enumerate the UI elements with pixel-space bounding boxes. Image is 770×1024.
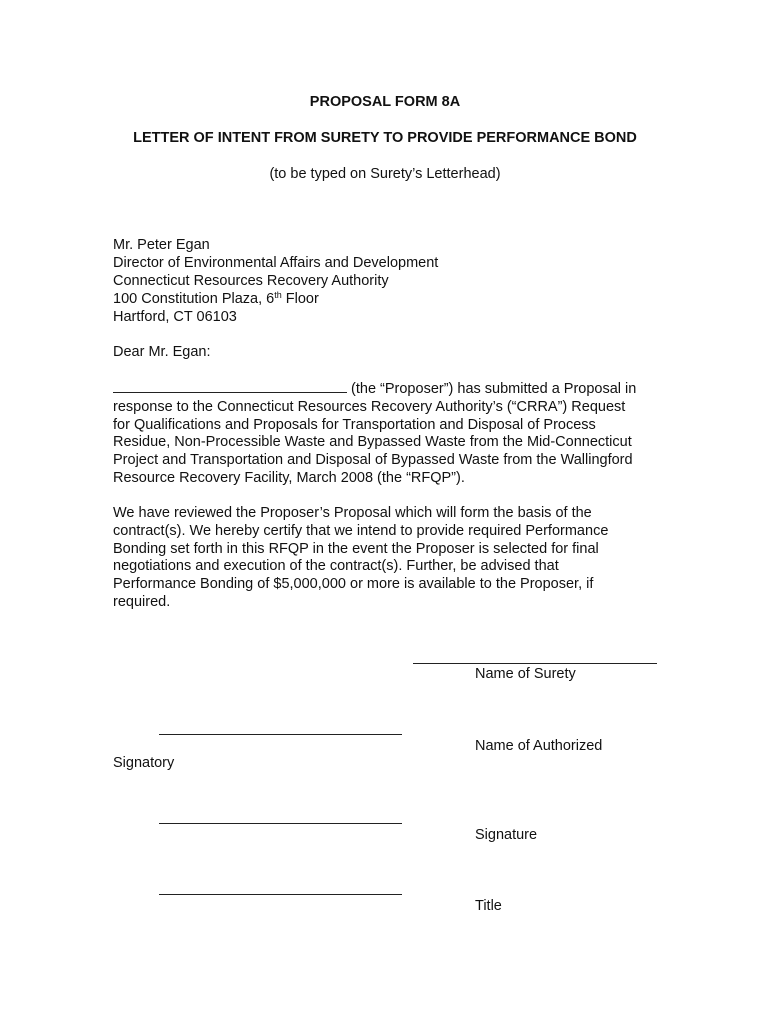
form-title: PROPOSAL FORM 8A — [309, 94, 461, 110]
title-label: Title — [475, 898, 502, 914]
name-of-surety-label: Name of Surety — [475, 666, 576, 682]
letterhead-note: (to be typed on Surety’s Letterhead) — [269, 166, 501, 182]
paragraph-2 — [113, 505, 608, 612]
recipient-name: Mr. Peter Egan — [113, 237, 210, 253]
paragraph-line: Performance Bonding of $5,000,000 or more is available to the Proposer, if — [113, 576, 594, 593]
recipient-address — [113, 236, 438, 326]
paragraph-line: required. — [113, 593, 171, 610]
recipient-organization: Connecticut Resources Recovery Authority — [113, 273, 389, 289]
paragraph-line: Bonding set forth in this RFQP in the event the Proposer is selected for final — [113, 540, 599, 557]
form-subtitle: LETTER OF INTENT FROM SURETY TO PROVIDE PERFORMANCE BOND — [133, 130, 637, 146]
salutation: Dear Mr. Egan: — [113, 344, 211, 360]
paragraph-line: response to the Connecticut Resources Recovery Authority’s (“CRRA”) Request — [113, 398, 626, 415]
signature-line[interactable] — [159, 823, 402, 824]
street-suffix: Floor — [281, 291, 319, 307]
paragraph-1 — [113, 380, 636, 488]
paragraph-line: Project and Transportation and Disposal of Bypassed Waste from the Wallingford — [113, 452, 633, 469]
street-ordinal: th — [274, 290, 282, 300]
surety-name-line[interactable] — [413, 663, 657, 664]
paragraph-line: negotiations and execution of the contract(s). Further, be advised that — [113, 558, 559, 575]
name-of-authorized-label: Name of Authorized — [475, 738, 603, 754]
recipient-street — [113, 290, 438, 308]
title-line[interactable] — [159, 894, 402, 895]
proposer-name-blank[interactable] — [113, 380, 347, 393]
paragraph-1-line-1 — [113, 380, 636, 399]
paragraph-line: We have reviewed the Proposer’s Proposal which will form the basis of the — [113, 505, 592, 521]
paragraph-line: Residue, Non-Processible Waste and Bypassed Waste from the Mid-Connecticut — [113, 434, 632, 451]
recipient-city: Hartford, CT 06103 — [113, 309, 237, 325]
signature-label: Signature — [475, 827, 538, 843]
street-prefix: 100 Constitution Plaza, 6 — [113, 291, 275, 307]
paragraph-line: for Qualifications and Proposals for Transportation and Disposal of Process — [113, 416, 596, 433]
recipient-position: Director of Environmental Affairs and Development — [113, 255, 439, 271]
paragraph-line: Resource Recovery Facility, March 2008 (the “RFQP”). — [113, 469, 465, 486]
paragraph-1-line-1-text: (the “Proposer”) has submitted a Proposal in — [347, 381, 637, 397]
paragraph-line: contract(s). We hereby certify that we intend to provide required Performance — [113, 522, 609, 539]
signatory-label: Signatory — [113, 755, 175, 771]
authorized-signatory-line[interactable] — [159, 734, 402, 735]
